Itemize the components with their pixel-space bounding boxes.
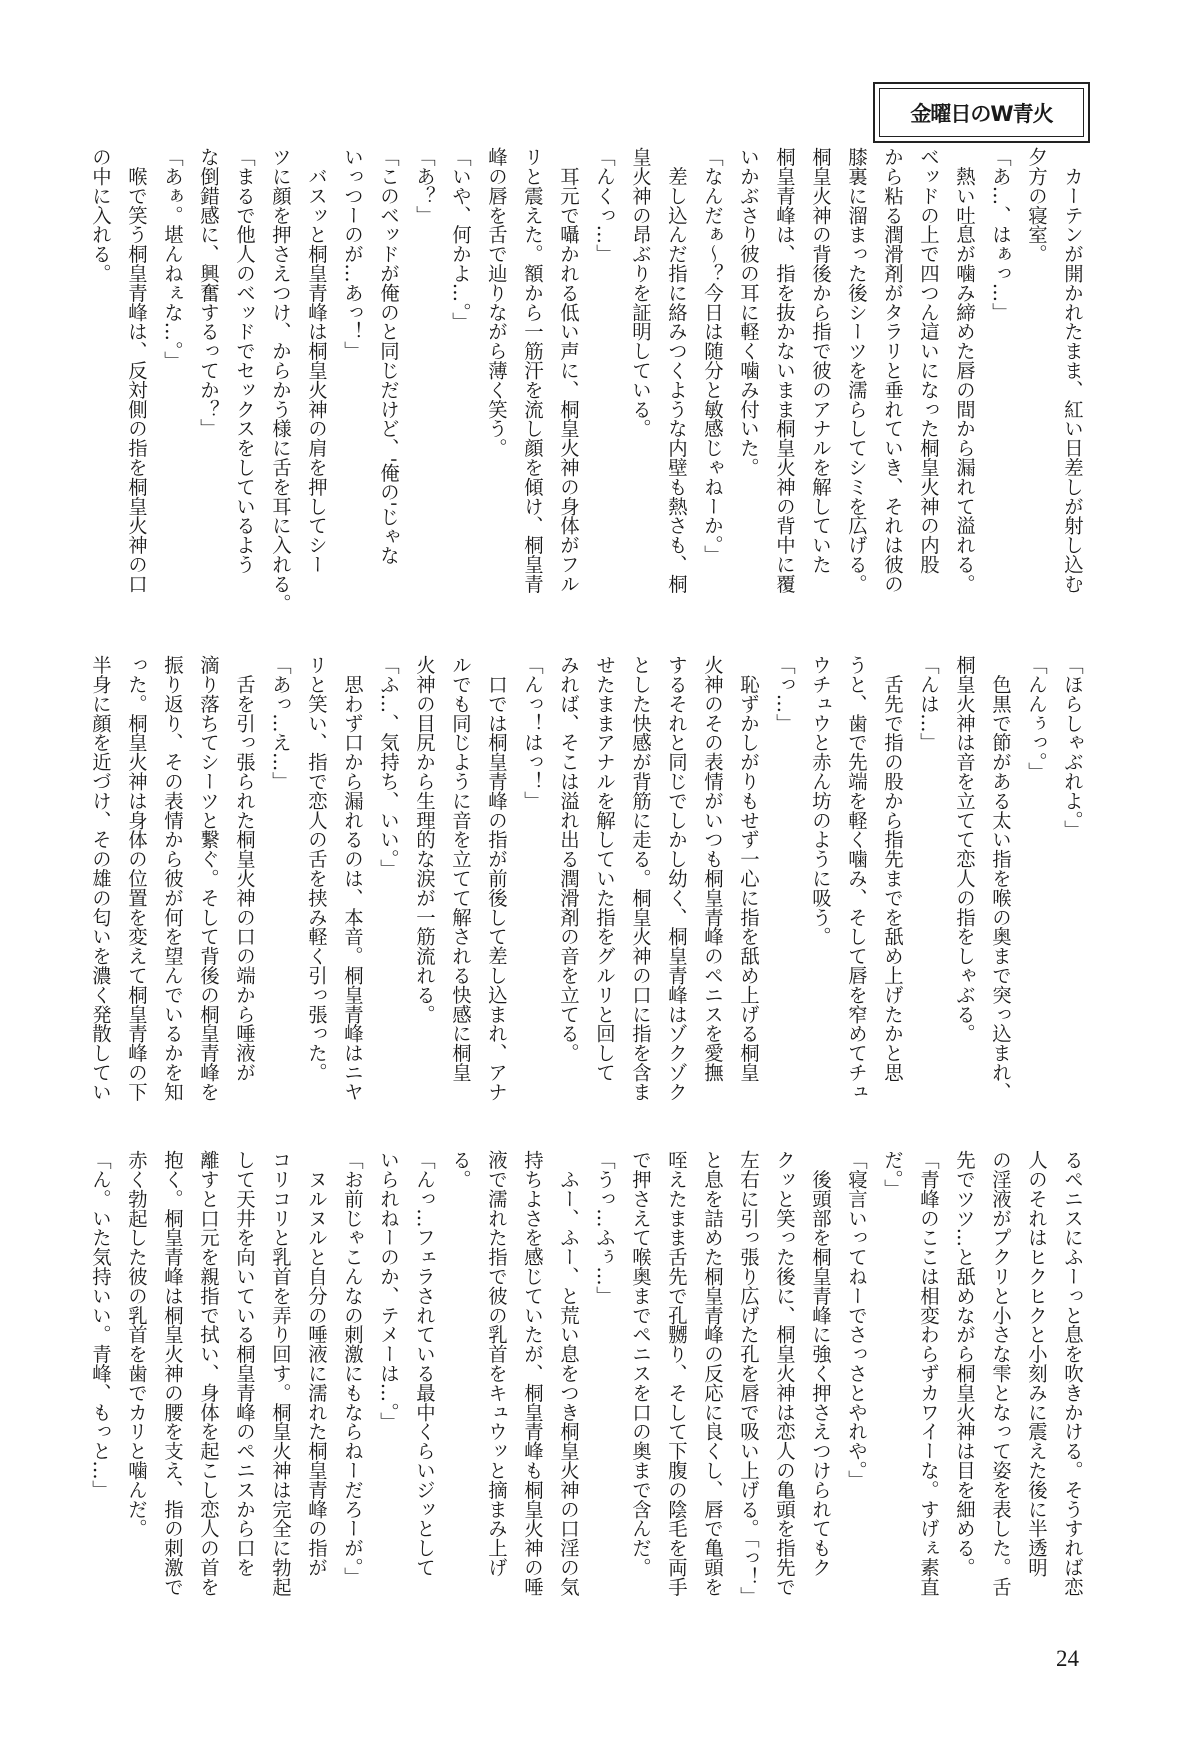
text-line: 「んんぅっ。」 xyxy=(1025,655,1048,782)
text-line: いっつーのが…あっ！」 xyxy=(341,147,364,361)
text-line: ツに顔を押さえつけ、からかう様に舌を耳に入れる。 xyxy=(269,147,292,613)
text-line: 「ふ…、気持ち、いい。」 xyxy=(377,655,400,879)
text-line: 先でツツ…と舐めながら桐皇火神は目を細める。 xyxy=(953,1150,976,1577)
text-line: ベッドの上で四つん這いになった桐皇火神の内股 xyxy=(917,147,940,574)
text-line: クッと笑った後に、桐皇火神は恋人の亀頭を指先で xyxy=(773,1150,796,1597)
text-line: 夕方の寝室。 xyxy=(1025,147,1048,264)
text-line: 舌先で指の股から指先までを舐め上げたかと思 xyxy=(881,655,904,1082)
text-line: ヌルヌルと自分の唾液に濡れた桐皇青峰の指が xyxy=(305,1150,328,1577)
text-line: 火神の目尻から生理的な涙が一筋流れる。 xyxy=(413,655,436,1024)
text-line: ルでも同じように音を立てて解される快感に桐皇 xyxy=(449,655,472,1082)
text-line: 「お前じゃこんなの刺激にもならねーだろーが。」 xyxy=(341,1150,364,1587)
text-line: の中に入れる。 xyxy=(89,147,112,283)
text-line: 「あ？」 xyxy=(413,147,436,225)
text-line: いられねーのか、テメーは…。」 xyxy=(377,1150,400,1432)
text-line: 色黒で節がある太い指を喉の奥まで突っ込まれ、 xyxy=(989,655,1012,1102)
text-line: るペニスにふーっと息を吹きかける。そうすれば恋 xyxy=(1061,1150,1084,1597)
text-line: みれば、そこは溢れ出る潤滑剤の音を立てる。 xyxy=(557,655,580,1063)
text-line: ウチュウと赤ん坊のように吸う。 xyxy=(809,655,832,946)
text-line: な倒錯感に、興奮するってか？」 xyxy=(197,147,220,438)
text-line: 桐皇火神は音を立てて恋人の指をしゃぶる。 xyxy=(953,655,976,1043)
text-line: 半身に顔を近づけ、その雄の匂いを濃く発散してい xyxy=(89,655,112,1102)
text-line: 「ほらしゃぶれよ。」 xyxy=(1061,655,1084,840)
text-line: で押さえて喉奥までペニスを口の奥まで含んだ。 xyxy=(629,1150,652,1577)
text-line: 「んくっ…」 xyxy=(593,147,616,264)
text-line: 舌を引っ張られた桐皇火神の口の端から唾液が xyxy=(233,655,256,1082)
text-line: 「まるで他人のベッドでセックスをしているよう xyxy=(233,147,256,574)
text-line: リと笑い、指で恋人の舌を挟み軽く引っ張った。 xyxy=(305,655,328,1082)
text-block-3 xyxy=(82,1150,1090,1620)
text-line: 「ん。いた気持いい。青峰、もっと…」 xyxy=(89,1150,112,1500)
text-line: 桐皇火神の背後から指で彼のアナルを解していた xyxy=(809,147,832,574)
text-line: 桐皇青峰は、指を抜かないまま桐皇火神の背中に覆 xyxy=(773,147,796,594)
text-line: 「このベッドが俺のと同じだけど、'俺の'じゃな xyxy=(377,147,400,566)
text-line: る。 xyxy=(449,1150,472,1189)
text-line: 人のそれはヒクヒクと小刻みに震えた後に半透明 xyxy=(1025,1150,1048,1577)
text-line: 赤く勃起した彼の乳首を歯でカリと噛んだ。 xyxy=(125,1150,148,1538)
chapter-title-box xyxy=(873,82,1090,143)
text-line: の淫液がプクリと小さな雫となって姿を表した。舌 xyxy=(989,1150,1012,1597)
text-line: 離すと口元を親指で拭い、身体を起こし恋人の首を xyxy=(197,1150,220,1597)
text-line: リと震えた。額から一筋汗を流し顔を傾け、桐皇青 xyxy=(521,147,544,594)
text-line: ふー、ふー、と荒い息をつき桐皇火神の口淫の気 xyxy=(557,1150,580,1597)
text-line: った。桐皇火神は身体の位置を変えて桐皇青峰の下 xyxy=(125,655,148,1102)
text-line: 熱い吐息が噛み締めた唇の間から漏れて溢れる。 xyxy=(953,147,976,594)
text-line: 後頭部を桐皇青峰に強く押さえつけられてもク xyxy=(809,1150,832,1577)
text-line: 「寝言いってねーでさっさとやれや。」 xyxy=(845,1150,868,1490)
text-line: 抱く。桐皇青峰は桐皇火神の腰を支え、指の刺激で xyxy=(161,1150,184,1597)
text-line: うと、歯で先端を軽く噛み、そして唇を窄めてチュ xyxy=(845,655,868,1102)
text-line: カーテンが開かれたまま、紅い日差しが射し込む xyxy=(1061,147,1084,594)
text-line: 膝裏に溜まった後シーツを濡らしてシミを広げる。 xyxy=(845,147,868,594)
text-line: とした快感が背筋に走る。桐皇火神の口に指を含ま xyxy=(629,655,652,1102)
text-line: 「青峰のここは相変わらずカワイーな。すげぇ素直 xyxy=(917,1150,940,1597)
text-line: 持ちよさを感じていたが、桐皇青峰も桐皇火神の唾 xyxy=(521,1150,544,1597)
text-line: 「んっ…フェラされている最中くらいジッとして xyxy=(413,1150,436,1577)
text-line: 恥ずかしがりもせず一心に指を舐め上げる桐皇 xyxy=(737,655,760,1082)
text-block-1 xyxy=(82,147,1090,617)
text-line: 「あっ…え…」 xyxy=(269,655,292,791)
text-line: 左右に引っ張り広げた孔を唇で吸い上げる。「っ！」 xyxy=(737,1150,760,1606)
page-number: 24 xyxy=(1056,1646,1079,1671)
chapter-title: 金曜日のW青火 xyxy=(879,88,1084,137)
text-line: 振り返り、その表情から彼が何を望んでいるかを知 xyxy=(161,655,184,1102)
text-line: 耳元で囁かれる低い声に、桐皇火神の身体がフル xyxy=(557,147,580,594)
text-line: 「いや、何かよ…。」 xyxy=(449,147,472,332)
text-line: いかぶさり彼の耳に軽く噛み付いた。 xyxy=(737,147,760,477)
text-line: するそれと同じでしかし幼く、桐皇青峰はゾクゾク xyxy=(665,655,688,1102)
text-line: して天井を向いている桐皇青峰のペニスから口を xyxy=(233,1150,256,1577)
text-line: 液で濡れた指で彼の乳首をキュウッと摘まみ上げ xyxy=(485,1150,508,1577)
text-line: 「んは…」 xyxy=(917,655,940,752)
text-line: 咥えたまま舌先で孔嬲り、そして下腹の陰毛を両手 xyxy=(665,1150,688,1597)
text-line: だ。」 xyxy=(881,1150,904,1199)
text-line: 思わず口から漏れるのは、本音。桐皇青峰はニヤ xyxy=(341,655,364,1102)
text-line: 「うっ…ふぅ…」 xyxy=(593,1150,616,1306)
text-line: 滴り落ちてシーツと繋ぐ。そして背後の桐皇青峰を xyxy=(197,655,220,1102)
text-line: と息を詰めた桐皇青峰の反応に良くし、唇で亀頭を xyxy=(701,1150,724,1597)
text-line: 「っ…」 xyxy=(773,655,796,733)
text-line: せたままアナルを解していた指をグルリと回して xyxy=(593,655,616,1082)
text-line: 火神のその表情がいつも桐皇青峰のペニスを愛撫 xyxy=(701,655,724,1082)
text-line: 「あ…、はぁっ…」 xyxy=(989,147,1012,322)
text-line: 喉で笑う桐皇青峰は、反対側の指を桐皇火神の口 xyxy=(125,147,148,594)
text-line: 「なんだぁ～？今日は随分と敏感じゃねーか。」 xyxy=(701,147,724,565)
text-line: コリコリと乳首を弄り回す。桐皇火神は完全に勃起 xyxy=(269,1150,292,1597)
text-line: 「んっ！はっ！」 xyxy=(521,655,544,811)
text-line: 差し込んだ指に絡みつくような内壁も熱さも、桐 xyxy=(665,147,688,594)
text-line: 口では桐皇青峰の指が前後して差し込まれ、アナ xyxy=(485,655,508,1102)
text-block-2 xyxy=(82,655,1090,1125)
text-line: バスッと桐皇青峰は桐皇火神の肩を押してシー xyxy=(305,147,328,574)
text-line: から粘る潤滑剤がタラリと垂れていき、それは彼の xyxy=(881,147,904,594)
text-line: 「あぁ。堪んねぇな…。」 xyxy=(161,147,184,371)
text-line: 峰の唇を舌で辿りながら薄く笑う。 xyxy=(485,147,508,458)
text-line: 皇火神の昂ぶりを証明している。 xyxy=(629,147,652,438)
